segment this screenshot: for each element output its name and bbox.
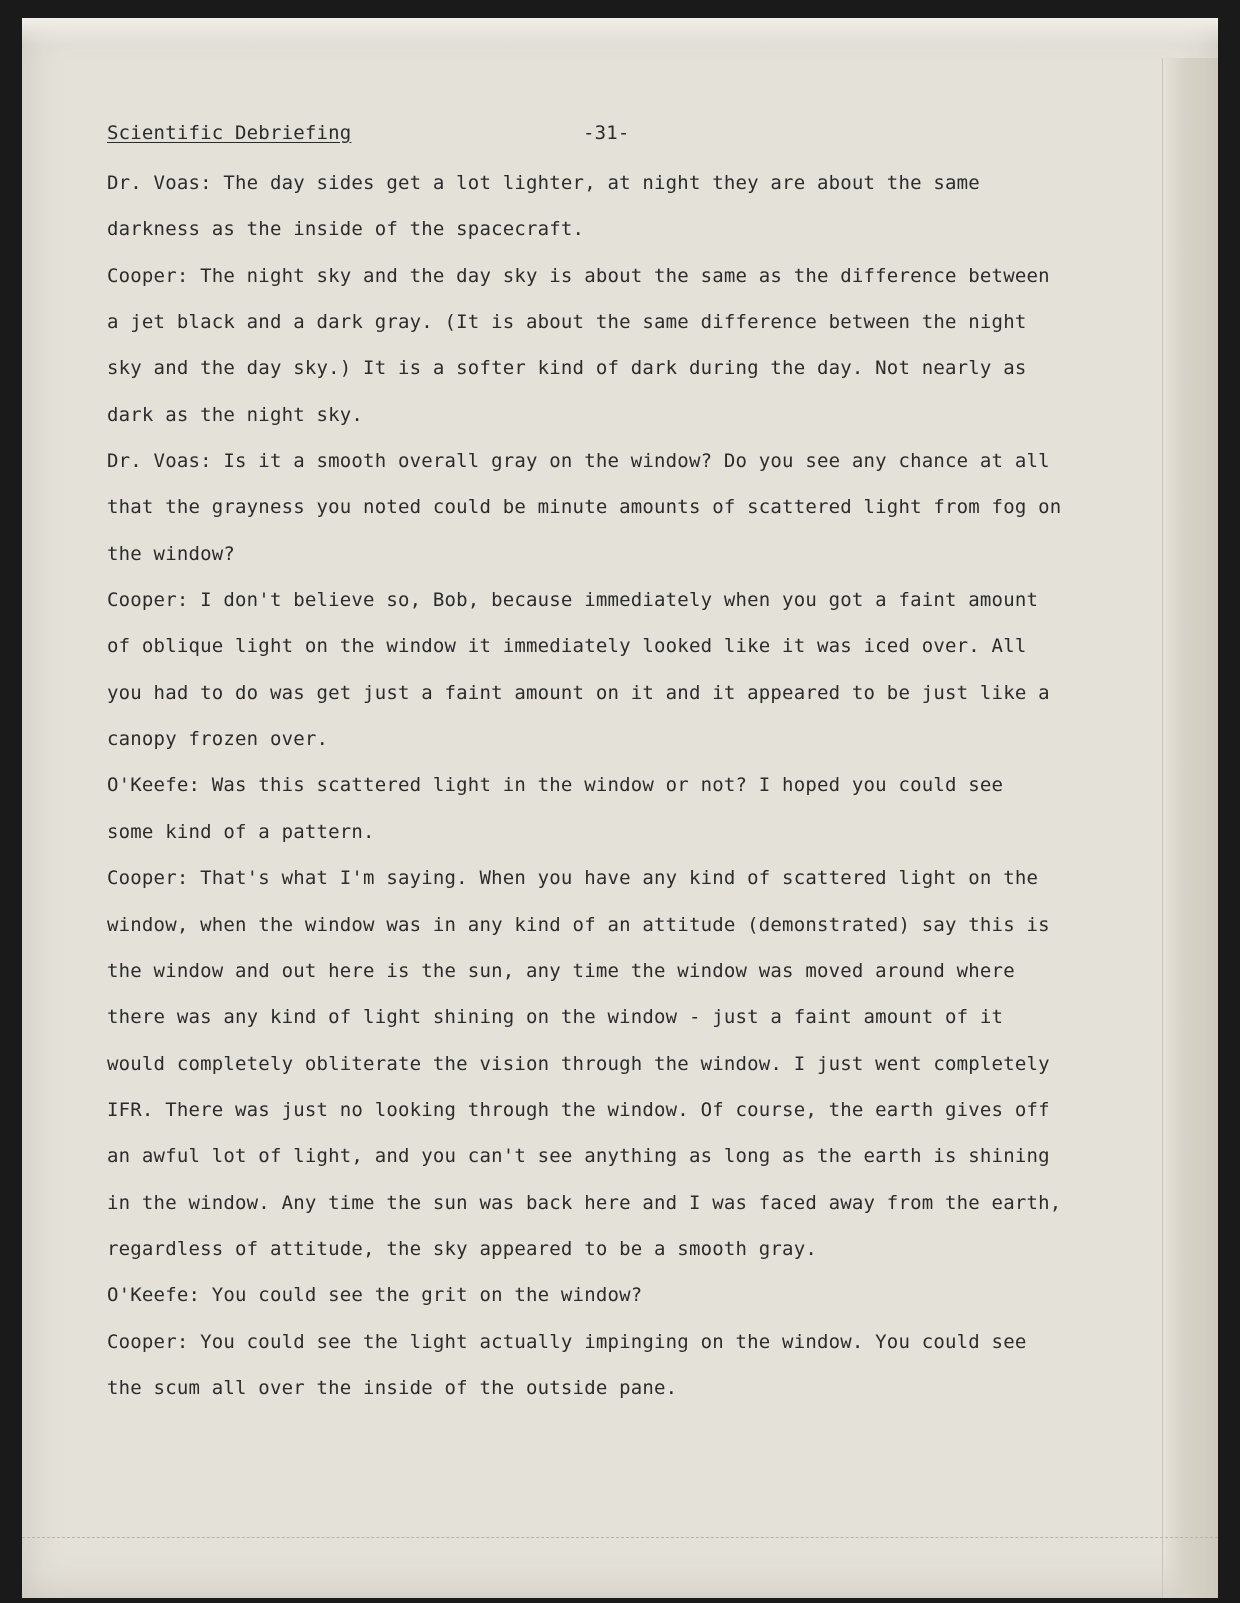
text-line: Cooper: You could see the light actually impinging on the window. You could see bbox=[107, 1330, 1027, 1353]
text-line: window, when the window was in any kind of an attitude (demonstrated) say this is bbox=[107, 913, 1050, 936]
text-line: regardless of attitude, the sky appeared to be a smooth gray. bbox=[107, 1237, 817, 1260]
text-line: Cooper: I don't believe so, Bob, because immediately when you got a faint amount bbox=[107, 589, 1039, 612]
text-line: darkness as the inside of the spacecraft. bbox=[107, 218, 585, 241]
text-line: the window? bbox=[107, 542, 236, 565]
text-line: would completely obliterate the vision through the window. I just went completely bbox=[107, 1052, 1050, 1075]
text-line: in the window. Any time the sun was back here and I was faced away from the earth, bbox=[107, 1191, 1062, 1214]
text-line: the scum all over the inside of the outside pane. bbox=[107, 1376, 678, 1399]
text-line: the window and out here is the sun, any time the window was moved around where bbox=[107, 959, 1015, 982]
document-page bbox=[22, 18, 1218, 1598]
header-title: Scientific Debriefing bbox=[107, 122, 352, 144]
text-line: sky and the day sky.) It is a softer kind of dark during the day. Not nearly as bbox=[107, 357, 1027, 380]
text-line: O'Keefe: You could see the grit on the window? bbox=[107, 1284, 643, 1307]
text-line: Cooper: That's what I'm saying. When you have any kind of scattered light on the bbox=[107, 867, 1039, 890]
text-line: Dr. Voas: Is it a smooth overall gray on the window? Do you see any chance at all bbox=[107, 450, 1050, 473]
text-line: O'Keefe: Was this scattered light in the window or not? I hoped you could see bbox=[107, 774, 1004, 797]
text-line: dark as the night sky. bbox=[107, 403, 364, 426]
text-line: you had to do was get just a faint amount on it and it appeared to be just like a bbox=[107, 681, 1050, 704]
text-line: some kind of a pattern. bbox=[107, 820, 375, 843]
text-line: there was any kind of light shining on the window - just a faint amount of it bbox=[107, 1006, 1004, 1029]
text-line: of oblique light on the window it immediately looked like it was iced over. All bbox=[107, 635, 1027, 658]
text-line: a jet black and a dark gray. (It is about the same difference between the night bbox=[107, 311, 1027, 334]
text-line: an awful lot of light, and you can't see anything as long as the earth is shining bbox=[107, 1145, 1050, 1168]
transcript-body bbox=[107, 168, 1061, 1419]
text-line: Dr. Voas: The day sides get a lot lighter, at night they are about the same bbox=[107, 172, 980, 194]
page-number: -31- bbox=[583, 122, 630, 144]
page-edge-shading bbox=[1162, 58, 1218, 1598]
text-line: IFR. There was just no looking through the window. Of course, the earth gives off bbox=[107, 1098, 1050, 1121]
text-line: Cooper: The night sky and the day sky is about the same as the difference between bbox=[107, 264, 1050, 287]
text-line: that the grayness you noted could be minute amounts of scattered light from fog on bbox=[107, 496, 1062, 519]
text-line: canopy frozen over. bbox=[107, 728, 329, 751]
